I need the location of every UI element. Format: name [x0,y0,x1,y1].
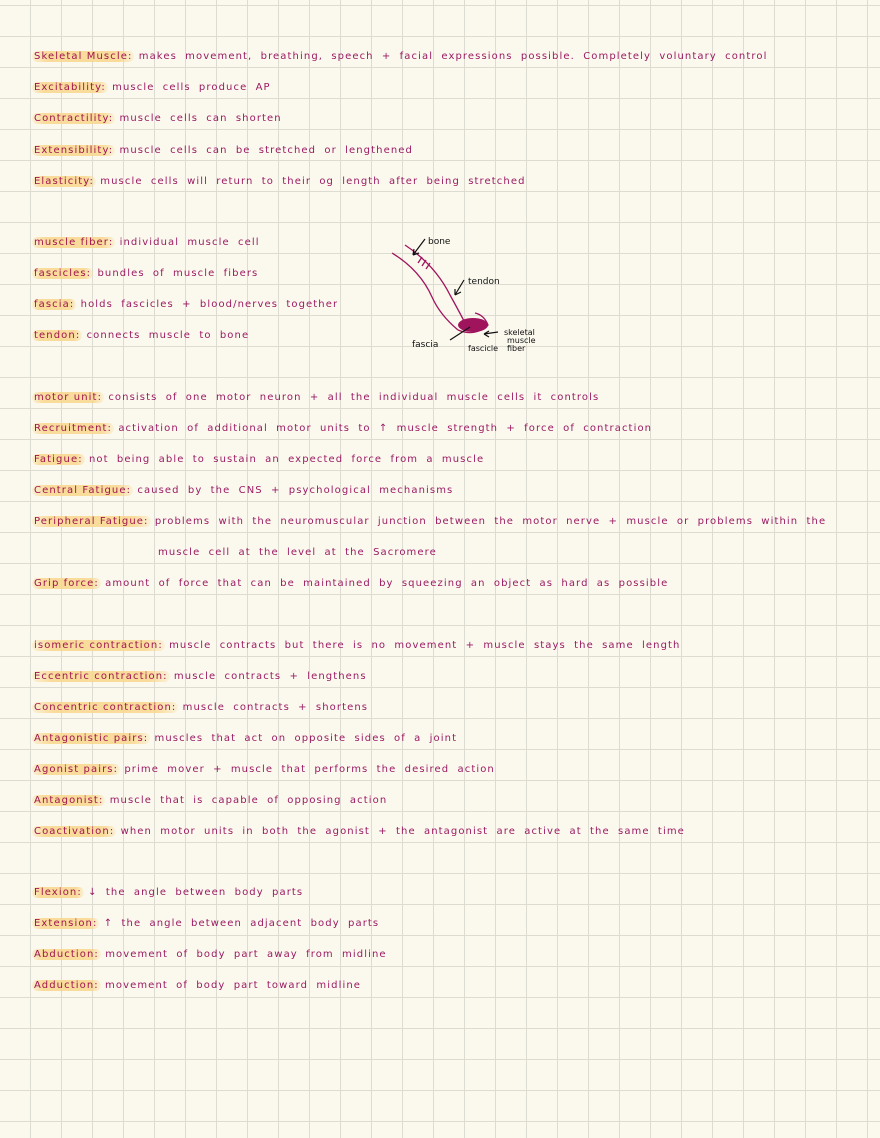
muscle-diagram [380,225,550,360]
note-term: Coactivation: [34,826,115,837]
note-definition: ↑ the angle between adjacent body parts [103,918,380,929]
note-definition: muscle cells will return to their og length after being stretched [100,176,526,187]
note-term: motor unit: [34,392,103,403]
note-line [32,297,338,313]
note-line [32,421,652,437]
note-term: Grip force: [34,578,99,589]
note-definition: consists of one motor neuron + all the individual muscle cells it controls [108,392,600,403]
note-line [32,669,367,685]
note-term: Recruitment: [34,423,113,434]
note-definition: individual muscle cell [119,237,260,248]
label-tendon: tendon [468,277,500,287]
note-line [32,731,457,747]
note-line [32,174,526,190]
note-term: Extension: [34,918,98,929]
note-term: Antagonist: [34,795,104,806]
note-line [32,947,387,963]
note-term: Excitability: [34,82,106,93]
note-line [32,978,361,994]
label-fascia: fascia [412,340,439,350]
note-definition: not being able to sustain an expected force from a muscle [88,454,485,465]
note-term: Eccentric contraction: [34,671,168,682]
note-definition: caused by the CNS + psychological mechanisms [137,485,454,496]
note-line [32,762,495,778]
note-definition: prime mover + muscle that performs the desired action [124,764,495,775]
note-term: isomeric contraction: [34,640,163,651]
note-line [32,49,767,65]
note-term: Antagonistic pairs: [34,733,149,744]
note-line [32,143,413,159]
note-definition: ↓ the angle between body parts [88,887,304,898]
note-term: Concentric contraction: [34,702,177,713]
note-line [32,700,368,716]
note-term: Central Fatigue: [34,485,132,496]
note-term: Contractility: [34,113,114,124]
note-definition: problems with the neuromuscular junction between the motor nerve + muscle or problems within the [154,516,827,527]
note-definition: muscles that act on opposite sides of a joint [154,733,458,744]
note-definition: muscle contracts + lengthens [173,671,367,682]
note-term: Fatigue: [34,454,83,465]
note-term: Agonist pairs: [34,764,119,775]
note-line [32,266,258,282]
note-line [32,80,271,96]
note-continuation: muscle cell at the level at the Sacromere [158,547,437,558]
note-line [32,328,249,344]
note-definition: amount of force that can be maintained by squeezing an object as hard as possible [105,578,669,589]
note-line [32,793,387,809]
note-term: Abduction: [34,949,99,960]
note-definition: holds fascicles + blood/nerves together [80,299,339,310]
note-definition: muscle that is capable of opposing action [109,795,388,806]
note-term: Peripheral Fatigue: [34,516,149,527]
note-definition: muscle cells produce AP [112,82,271,93]
note-definition: muscle contracts + shortens [182,702,369,713]
note-definition: when motor units in both the agonist + the antagonist are active at the same time [120,826,685,837]
note-line [32,111,282,127]
note-definition: makes movement, breathing, speech + facial expressions possible. Completely voluntary control [138,51,768,62]
note-term: Elasticity: [34,176,94,187]
note-term: tendon: [34,330,81,341]
note-line [32,235,260,251]
note-line [32,514,826,530]
note-line [32,452,484,468]
note-term: muscle fiber: [34,237,114,248]
note-definition: bundles of muscle fibers [97,268,259,279]
note-line [32,885,303,901]
note-definition: muscle cells can shorten [119,113,282,124]
note-line [32,638,681,654]
label-skeletal: skeletal [504,328,535,337]
note-definition: activation of additional motor units to ↑ muscle strength + force of contraction [118,423,653,434]
note-term: Flexion: [34,887,82,898]
note-line [32,576,668,592]
fascicle-bundle [458,318,488,332]
label-fiber: fiber [507,344,526,353]
note-term: fascicles: [34,268,92,279]
note-line [32,824,685,840]
note-definition: movement of body part toward midline [105,980,362,991]
note-term: Adduction: [34,980,99,991]
note-line [32,390,599,406]
note-definition: connects muscle to bone [86,330,250,341]
note-term: fascia: [34,299,75,310]
note-line [32,916,379,932]
note-line [32,483,453,499]
note-definition: muscle contracts but there is no movement + muscle stays the same length [169,640,681,651]
note-term: Extensibility: [34,145,114,156]
note-definition: movement of body part away from midline [105,949,387,960]
note-term: Skeletal Muscle: [34,51,133,62]
note-definition: muscle cells can be stretched or lengthened [119,145,413,156]
label-bone: bone [428,237,451,247]
label-fascicle: fascicle [468,344,499,353]
label-muscle: muscle [507,336,536,345]
